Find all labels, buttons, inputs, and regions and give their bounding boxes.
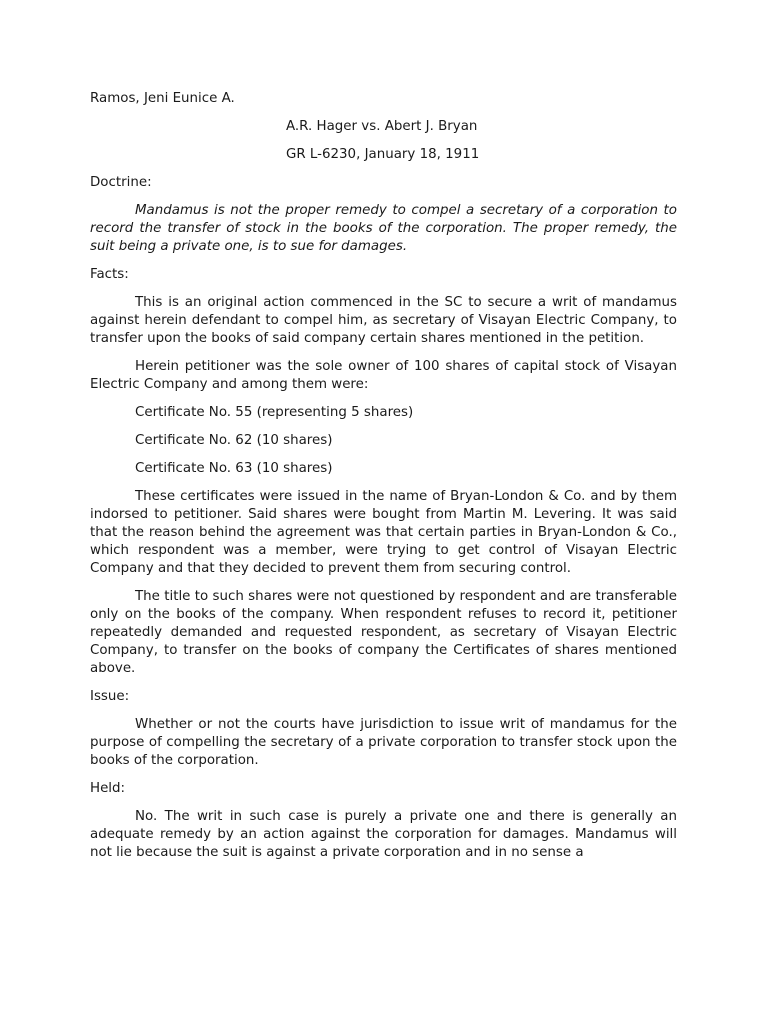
doctrine-text: Mandamus is not the proper remedy to compel a secretary of a corporation to record the transfer of stock in the books of the corporation. The proper remedy, the suit being a private one, is to sue for damages. <box>90 203 677 254</box>
held-text: No. The writ in such case is purely a private one and there is generally an adequate remedy by an action against the corporation for damages. Mandamus will not lie because the suit is against a private corporation and in no sense a <box>90 809 677 860</box>
author-name: Ramos, Jeni Eunice A. <box>90 91 235 106</box>
case-title: A.R. Hager vs. Abert J. Bryan <box>286 119 478 134</box>
facts-heading: Facts: <box>90 267 129 282</box>
case-number: GR L-6230, January 18, 1911 <box>286 147 480 162</box>
certificate-item: Certificate No. 62 (10 shares) <box>135 433 333 448</box>
facts-paragraph-3: These certificates were issued in the name of Bryan-London & Co. and by them indorsed to petitioner. Said shares were bought from Martin M. Levering. It was said that the reason behind the agreement was that certain parties in Bryan-London & Co., which respondent was a member, were trying to get control of Visayan Electric Company and that they decided to prevent them from securing control. <box>90 489 677 576</box>
facts-paragraph-1: This is an original action commenced in the SC to secure a writ of mandamus against herein defendant to compel him, as secretary of Visayan Electric Company, to transfer upon the books of said company certain shares mentioned in the petition. <box>90 295 677 346</box>
certificate-item: Certificate No. 63 (10 shares) <box>135 461 333 476</box>
facts-paragraph-2: Herein petitioner was the sole owner of 100 shares of capital stock of Visayan Electric Company and among them were: <box>90 359 677 392</box>
facts-paragraph-4: The title to such shares were not questioned by respondent and are transferable only on the books of the company. When respondent refuses to record it, petitioner repeatedly demanded and requested respondent, as secretary of Visayan Electric Company, to transfer on the books of company the Certificates of shares mentioned above. <box>90 589 677 676</box>
issue-text: Whether or not the courts have jurisdiction to issue writ of mandamus for the purpose of compelling the secretary of a private corporation to transfer stock upon the books of the corporation. <box>90 717 677 768</box>
held-heading: Held: <box>90 781 126 796</box>
issue-heading: Issue: <box>90 689 130 704</box>
document-body <box>90 90 677 872</box>
certificate-item: Certificate No. 55 (representing 5 shares) <box>135 405 414 420</box>
doctrine-heading: Doctrine: <box>90 175 152 190</box>
